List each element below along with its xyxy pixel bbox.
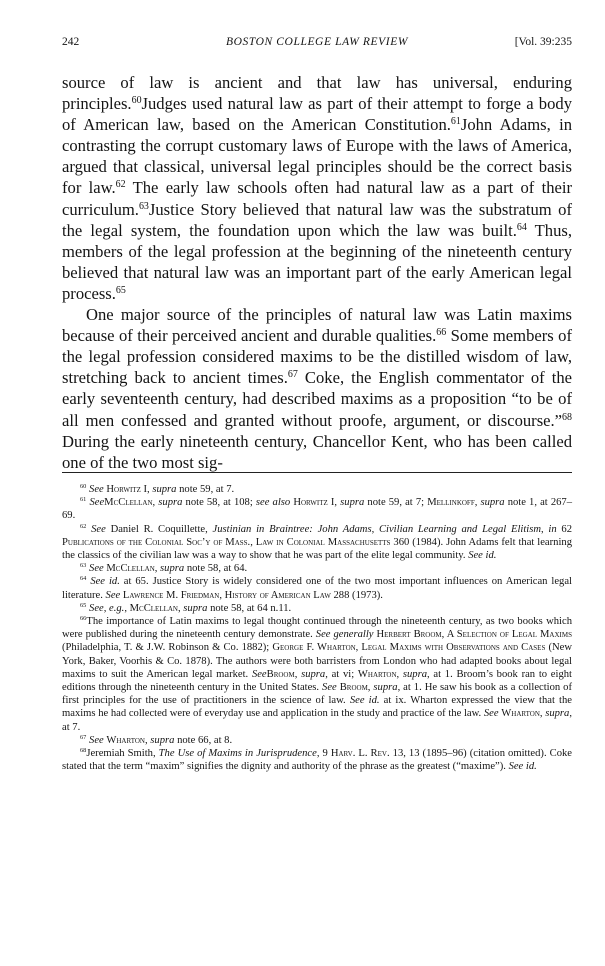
journal-title: BOSTON COLLEGE LAW REVIEW — [225, 36, 409, 48]
italic-text: See — [89, 497, 105, 509]
text-run: The early law schools often had natural law as a part of their curriculum. — [62, 178, 572, 219]
footnote-ref: 60 — [80, 483, 87, 491]
small-caps-text: McClellan — [106, 563, 155, 575]
small-caps-text: McClellan — [129, 602, 178, 614]
text-run: Coke, the English commentator of the early seventeenth century, had described maxims as a proposition “to be of all men confessed and granted without proofe, argument, or discourse.” — [62, 368, 572, 430]
italic-text: See id. — [90, 576, 120, 588]
text-run: The importance of Latin maxims to legal thought continued through the nineteenth century, as two books which were published during the nineteenth century demonstrate. — [62, 616, 572, 641]
italic-text: supra — [301, 668, 326, 680]
text-run: note 59, at 7; — [364, 497, 428, 509]
footnote-ref: 65 — [80, 602, 87, 610]
text-run: at 65. Justice Story is widely considered one of the two most important influences on American legal literature. — [62, 576, 572, 601]
italic-text: supra — [158, 497, 183, 509]
footnote-ref: 68 — [562, 411, 572, 423]
small-caps-text: George F. Wharton, Legal Maxims with Observations and Cases — [272, 642, 546, 654]
text-run: John Adams, in contrasting the corrupt customary laws of Europe with the laws of America, argued that classical, universal legal principles should be the correct basis for law. — [62, 115, 572, 198]
text-run: One major source of the principles of natural law was Latin maxims because of their perceived ancient and durable qualities. — [62, 305, 572, 346]
text-run: 288 (1973). — [330, 589, 383, 601]
footnote — [62, 734, 572, 747]
small-caps-text: McClellan — [104, 497, 153, 509]
text-run: Thus, members of the legal profession at the beginning of the nineteenth century believed that natural law was an important part of the early American legal process. — [62, 220, 573, 303]
text-run: at ix. Wharton expressed the view that the maxims he had collected were of everyday use and application in the study and practice of the law. — [62, 695, 572, 720]
volume-citation: [Vol. 39:235 — [514, 36, 572, 48]
text-run: source of law is ancient and that law has universal, enduring principles. — [62, 73, 572, 114]
body-paragraph-1 — [62, 72, 572, 304]
footnote-ref: 66 — [80, 615, 87, 623]
text-run: , at 1. Broom’s book ran to eight editions through the nineteenth century in the United States. — [62, 668, 572, 694]
footnote-ref: 64 — [516, 221, 527, 233]
footnote — [62, 602, 572, 615]
italic-text: See — [322, 682, 337, 694]
footnote-ref: 63 — [80, 562, 87, 570]
text-run: , — [147, 484, 153, 495]
small-caps-text: Harv. L. Rev. — [330, 748, 390, 760]
text-run: Justice Story believed that natural law was the substratum of the legal system, the foundation upon which the law was built. — [62, 199, 572, 240]
italic-text: supra — [340, 497, 365, 509]
text-run: , — [177, 602, 184, 614]
small-caps-text: Publications of the Colonial Soc’y of Mass., Law in Colonial Massachusetts — [62, 536, 391, 548]
text-run: , — [145, 734, 151, 746]
text-run: , — [367, 682, 374, 694]
small-caps-text: Wharton — [357, 668, 397, 680]
italic-text: supra — [545, 708, 570, 720]
text-run: 13, 13 (1895–96) (citation omitted). Coke stated that the term “maxim” signifies the dignity and authority of the phrase as the greatest (“maxime”). — [62, 748, 572, 773]
text-run: , at vi; — [325, 668, 358, 680]
italic-text: see also — [255, 497, 291, 509]
text-run: 62 — [556, 523, 573, 535]
small-caps-text: Wharton — [501, 708, 540, 720]
text-run: note 59, at 7. — [176, 484, 235, 495]
footnote-ref: 61 — [450, 116, 461, 128]
italic-text: Justinian in Braintree: John Adams, Civilian Learning and Legal Elitism — [212, 523, 542, 535]
text-run: , at 1. He saw his book as a collection of first principles for the use of practitioners in the science of law. — [62, 682, 572, 707]
text-run: , — [539, 708, 546, 720]
italic-text: See, e.g. — [89, 602, 125, 614]
italic-text: supra — [480, 497, 505, 509]
text-run: (Philadelphia, T. & J.W. Robinson & Co. 1882); — [62, 642, 273, 654]
text-run: , — [541, 523, 549, 535]
footnote — [62, 615, 572, 734]
main-text — [62, 72, 572, 473]
small-caps-text: Broom — [266, 668, 295, 680]
footnote-ref: 64 — [80, 575, 87, 583]
body-paragraph-2 — [62, 304, 572, 473]
text-run: note 58, at 64 n.11. — [207, 602, 292, 614]
footnote-ref: 62 — [80, 522, 87, 530]
italic-text: supra — [160, 563, 185, 575]
footnote — [62, 562, 572, 575]
text-run: , — [152, 497, 159, 509]
italic-text: supra — [150, 734, 175, 746]
italic-text: See — [251, 668, 267, 680]
italic-text: See generally — [315, 629, 374, 641]
text-run: , 9 — [316, 748, 331, 760]
italic-text: The Use of Maxims in Jurisprudence — [158, 748, 317, 760]
footnote-ref: 62 — [115, 179, 126, 191]
text-run: , — [294, 668, 302, 680]
footnote — [62, 523, 572, 563]
footnote-ref: 61 — [80, 496, 87, 504]
footnote — [62, 575, 572, 601]
running-header — [62, 36, 572, 56]
page-number: 242 — [62, 36, 80, 48]
italic-text: supra — [183, 602, 208, 614]
text-run: note 58, at 108; — [182, 497, 256, 509]
text-run: , — [474, 497, 481, 509]
italic-text: See id. — [468, 550, 497, 562]
italic-text: See — [89, 484, 104, 495]
footnote — [62, 496, 572, 522]
text-run: 360 (1984). John Adams felt that learning the classics of the civilian law was a way to show that he was part of the elite legal community. — [62, 536, 572, 562]
footnote-ref: 65 — [115, 284, 126, 296]
text-run: Jeremiah Smith, — [86, 748, 159, 760]
footnote-ref: 63 — [138, 200, 149, 212]
text-run: During the early nineteenth century, Chancellor Kent, who has been called one of the two most sig- — [62, 431, 572, 472]
text-run: (New York, Baker, Voorhis & Co. 1878). The authors were both barristers from London who had adapted books about legal maxims to suit the American legal market. — [62, 642, 572, 680]
text-run: Judges used natural law as part of their attempt to forge a body of American law, based on the American Constitution. — [62, 94, 572, 135]
footnote-ref: 68 — [80, 747, 87, 755]
italic-text: See — [483, 708, 499, 720]
italic-text: in — [548, 523, 557, 535]
italic-text: See id. — [349, 695, 380, 707]
text-run: Some members of the legal profession considered maxims to be the distilled wisdom of law, stretching back to ancient times. — [62, 326, 572, 388]
small-caps-text: Lawrence M. Friedman, History of American Law — [122, 589, 331, 601]
footnote-divider — [62, 472, 572, 473]
footnote-ref: 67 — [287, 369, 298, 381]
italic-text: See — [89, 563, 104, 575]
small-caps-text: Wharton — [106, 734, 145, 746]
italic-text: See — [91, 523, 106, 535]
small-caps-text: Herbert Broom, A Selection of Legal Maxims — [376, 629, 572, 641]
footnote — [62, 747, 572, 773]
italic-text: See — [105, 589, 121, 601]
text-run: note 58, at 64. — [184, 563, 248, 575]
footnote-ref: 66 — [436, 327, 447, 339]
text-run: , — [396, 668, 403, 680]
italic-text: See id. — [508, 761, 537, 773]
small-caps-text: Broom — [339, 682, 368, 694]
small-caps-text: Horwitz I — [293, 497, 335, 509]
text-run: , — [154, 563, 161, 575]
footnote-ref: 67 — [80, 734, 87, 742]
footnotes — [62, 483, 572, 773]
italic-text: See — [89, 734, 104, 746]
italic-text: supra — [152, 484, 177, 495]
small-caps-text: Mellinkoff — [427, 497, 475, 509]
text-run: Daniel R. Coquillette, — [105, 523, 213, 535]
footnote — [62, 483, 572, 496]
text-run: note 66, at 8. — [174, 734, 233, 746]
text-run: , — [124, 602, 130, 614]
text-run: , — [334, 497, 341, 509]
italic-text: supra — [402, 668, 428, 680]
small-caps-text: Horwitz I — [106, 484, 148, 495]
italic-text: supra — [373, 682, 398, 694]
text-run: note 1, at 267–69. — [62, 497, 573, 522]
text-run: , at 7. — [62, 708, 573, 733]
footnote-ref: 60 — [131, 95, 142, 107]
